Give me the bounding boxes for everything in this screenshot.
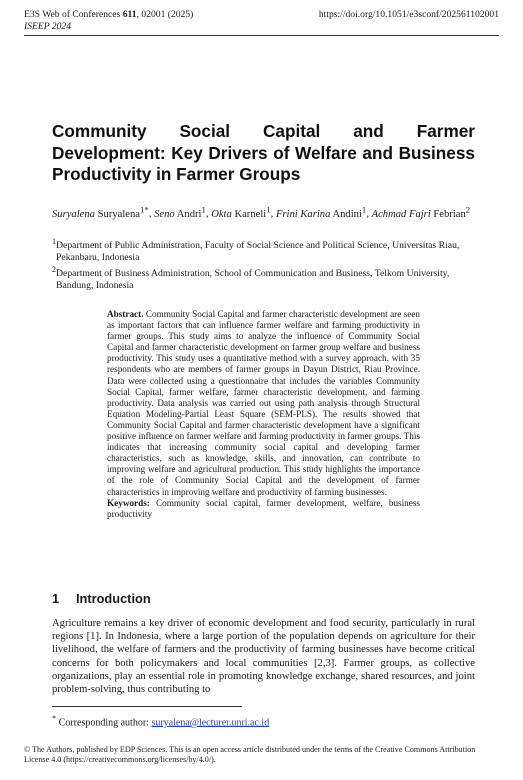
- abstract-block: [107, 309, 420, 520]
- journal-name: E3S Web of Conferences: [24, 9, 123, 20]
- author-3: Okta Karneli$^1$: [211, 204, 271, 220]
- affiliation-list: [52, 236, 465, 292]
- abstract-label: Abstract.: [107, 309, 144, 319]
- intro-paragraph: Agriculture remains a key driver of economic development and food security, particularly in rural regions [1]. In Indonesia, where a large portion of the population depends on agriculture for their livelihood, the welfare of farmers and the productivity of farming businesses have become critical concerns for both policymakers and local communities [2,3]. Farmer groups, as collective organizations, play an essential role in promoting knowledge exchange, shared resources, and joint problem-solving, thus contributing to: [52, 618, 475, 696]
- conference-name: ISEEP 2024: [24, 21, 71, 32]
- affiliation-1: $^1$Department of Public Administration, Faculty of Social Science and Political Science, Universitas Riau, Pekanbaru, Indonesia: [52, 237, 460, 264]
- keywords: [107, 498, 420, 520]
- journal-volume: 611: [122, 9, 137, 20]
- author-list: Suryalena Suryalena$^{1*}$, Seno Andri$^1$, Okta Karneli$^1$, Frini Karina Andini$^1$, Achmad Fajri Febrian$^2$: [52, 204, 471, 220]
- doi-link[interactable]: https://doi.org/10.1051/e3sconf/202561102001: [318, 9, 499, 20]
- article-number: , 02001 (2025): [136, 9, 194, 20]
- keywords-text: Community social capital, farmer development, welfare, business productivity: [107, 497, 420, 519]
- footnote-divider: [52, 706, 242, 707]
- header-divider: [24, 35, 499, 36]
- abstract-body: [107, 309, 420, 498]
- section-heading: [52, 591, 151, 606]
- license-notice: © The Authors, published by EDP Sciences. This is an open access article distributed under the terms of the Creative Commons Attribution License 4.0 (https://creativecommons.org/licenses/by/4.0/).: [24, 745, 476, 765]
- author-2: Seno Andri$^1$: [154, 204, 206, 220]
- section-number: 1: [52, 591, 60, 606]
- author-4: Frini Karina Andini$^1$: [275, 204, 367, 220]
- author-5: Achmad Fajri Febrian$^2$: [371, 204, 471, 220]
- paper-title: Community Social Capital and Farmer Development: Key Drivers of Welfare and Business Productivity in Farmer Groups: [52, 121, 475, 184]
- keywords-label: Keywords:: [107, 497, 150, 508]
- corresponding-email-link[interactable]: suryalena@lecturer.unri.ac.id: [151, 717, 270, 729]
- section-title: Introduction: [76, 591, 151, 606]
- affiliation-2: $^2$Department of Business Administration, School of Communication and Business, Telkom University, Bandung, Indonesia: [52, 265, 450, 292]
- footnote: * Corresponding author: suryalena@lecturer.unri.ac.id: [52, 714, 270, 729]
- abstract-text: Community Social Capital and farmer characteristic development are seen as important factors that can influence farmer welfare and farming productivity in farmer groups. This study aims to analyze the influence of Community Social Capital and farmer characteristic development on farmer group welfare and business productivity. This study uses a quantitative method with a survey approach, with 35 respondents who are members of farmer groups in Dayun District, Riau Province. Data were collected using a questionnaire that includes the variables Community Social Capital, farmer welfare, farmer characteristic development, and farming productivity. Data analysis was carried out using path analysis through Structural Equation Modeling-Partial Least Square (SEM-PLS). The results showed that Community Social Capital and farmer characteristic development have a significant positive influence on farmer welfare and farming productivity in farmer groups. This indicates that increasing community social capital and developing farmer characteristics, such as knowledge, skills, and innovation, can contribute to improving welfare and agricultural production. This study highlights the importance of the role of Community Social Capital and the development of farmer characteristics in improving welfare and productivity of farming businesses.: [107, 309, 420, 497]
- author-1: Suryalena Suryalena$^{1*}$: [52, 204, 149, 220]
- journal-citation: [24, 9, 193, 21]
